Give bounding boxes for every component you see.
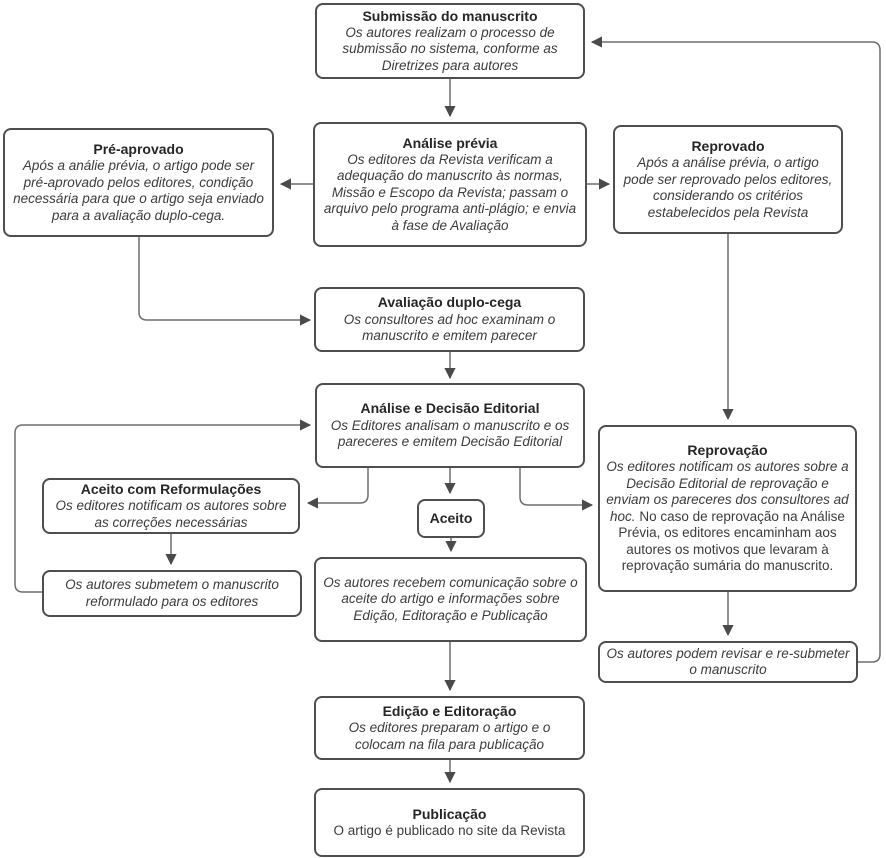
node-title: Reprovado — [691, 138, 765, 155]
node-body — [606, 459, 849, 574]
node-title: Aceito com Reformulações — [80, 481, 262, 497]
node-body: Os editores preparam o artigo e o colocam na fila para publicação — [348, 720, 551, 752]
node-body: Os autores podem revisar e re-submeter o manuscrito — [606, 645, 850, 677]
node-reprovado — [613, 125, 843, 234]
node-body: Os Editores analisam o manuscrito e os pareceres e emitem Decisão Editorial — [330, 417, 570, 450]
node-analise-previa — [313, 122, 587, 247]
node-body: Os autores realizam o processo de submissão no sistema, conforme as Diretrizes para autores — [342, 24, 558, 73]
node-publicacao — [314, 788, 585, 857]
node-body: Os editores notificam os autores sobre as correções necessárias — [55, 498, 287, 530]
node-submissao-manuscrito — [315, 3, 585, 79]
node-body: Os consultores ad hoc examinam o manuscrito e emitem parecer — [343, 311, 556, 344]
connector-pre-aprovado-to-avaliacao — [139, 237, 310, 320]
node-title: Análise prévia — [402, 134, 498, 151]
node-reprovacao — [598, 425, 857, 592]
node-body: Após a análise prévia, o artigo pode ser reprovado pelos editores, considerando os critérios estabelecidos pela Revista — [623, 155, 833, 220]
node-edicao-editoracao — [314, 696, 585, 760]
node-title: Edição e Editoração — [382, 702, 517, 719]
node-body-italic: Os editores notificam os autores sobre a Decisão Editorial de reprovação e enviam os pareceres dos consultores ad hoc. — [606, 459, 849, 524]
node-avaliacao-duplo-cega — [314, 287, 585, 352]
node-title: Aceito — [429, 509, 473, 526]
node-aceito — [417, 499, 485, 538]
node-autores-revisar-resubmeter — [598, 641, 858, 683]
node-body: Os autores submetem o manuscrito reformulado para os editores — [65, 577, 279, 609]
node-body: Os editores da Revista verificam a adequação do manuscrito às normas, Missão e Escopo da Revista; passam o arquivo pelo programa anti-plágio; e envia à fase de Avaliação — [323, 151, 577, 233]
node-aceito-com-reformulacoes — [42, 478, 300, 534]
node-title: Pré-aprovado — [93, 141, 184, 158]
node-title: Análise e Decisão Editorial — [360, 400, 540, 417]
node-autores-submetem-reformulado — [42, 570, 302, 617]
node-body: O artigo é publicado no site da Revista — [333, 822, 566, 838]
node-title: Reprovação — [687, 442, 768, 459]
node-comunicacao-aceite — [314, 557, 587, 642]
node-body: Os autores recebem comunicação sobre o aceite do artigo e informações sobre Edição, Editoração e Publicação — [323, 574, 578, 623]
connector-analise-decisao-to-reprovacao — [520, 468, 592, 505]
node-title: Submissão do manuscrito — [362, 7, 538, 24]
connector-analise-decisao-to-aceito-reformulacoes — [308, 468, 368, 503]
node-title: Avaliação duplo-cega — [377, 294, 522, 311]
node-title: Publicação — [412, 805, 487, 822]
node-body-plain: No caso de reprovação na Análise Prévia, os editores encaminham aos autores os motivos que levaram à reprovação sumária do manuscrito. — [618, 508, 845, 574]
node-body: Após a análie prévia, o artigo pode ser pré-aprovado pelos editores, condição necessária para que o artigo seja enviado para a avaliação duplo-cega. — [13, 158, 264, 223]
node-pre-aprovado — [3, 128, 274, 237]
node-analise-decisao-editorial — [315, 383, 585, 468]
